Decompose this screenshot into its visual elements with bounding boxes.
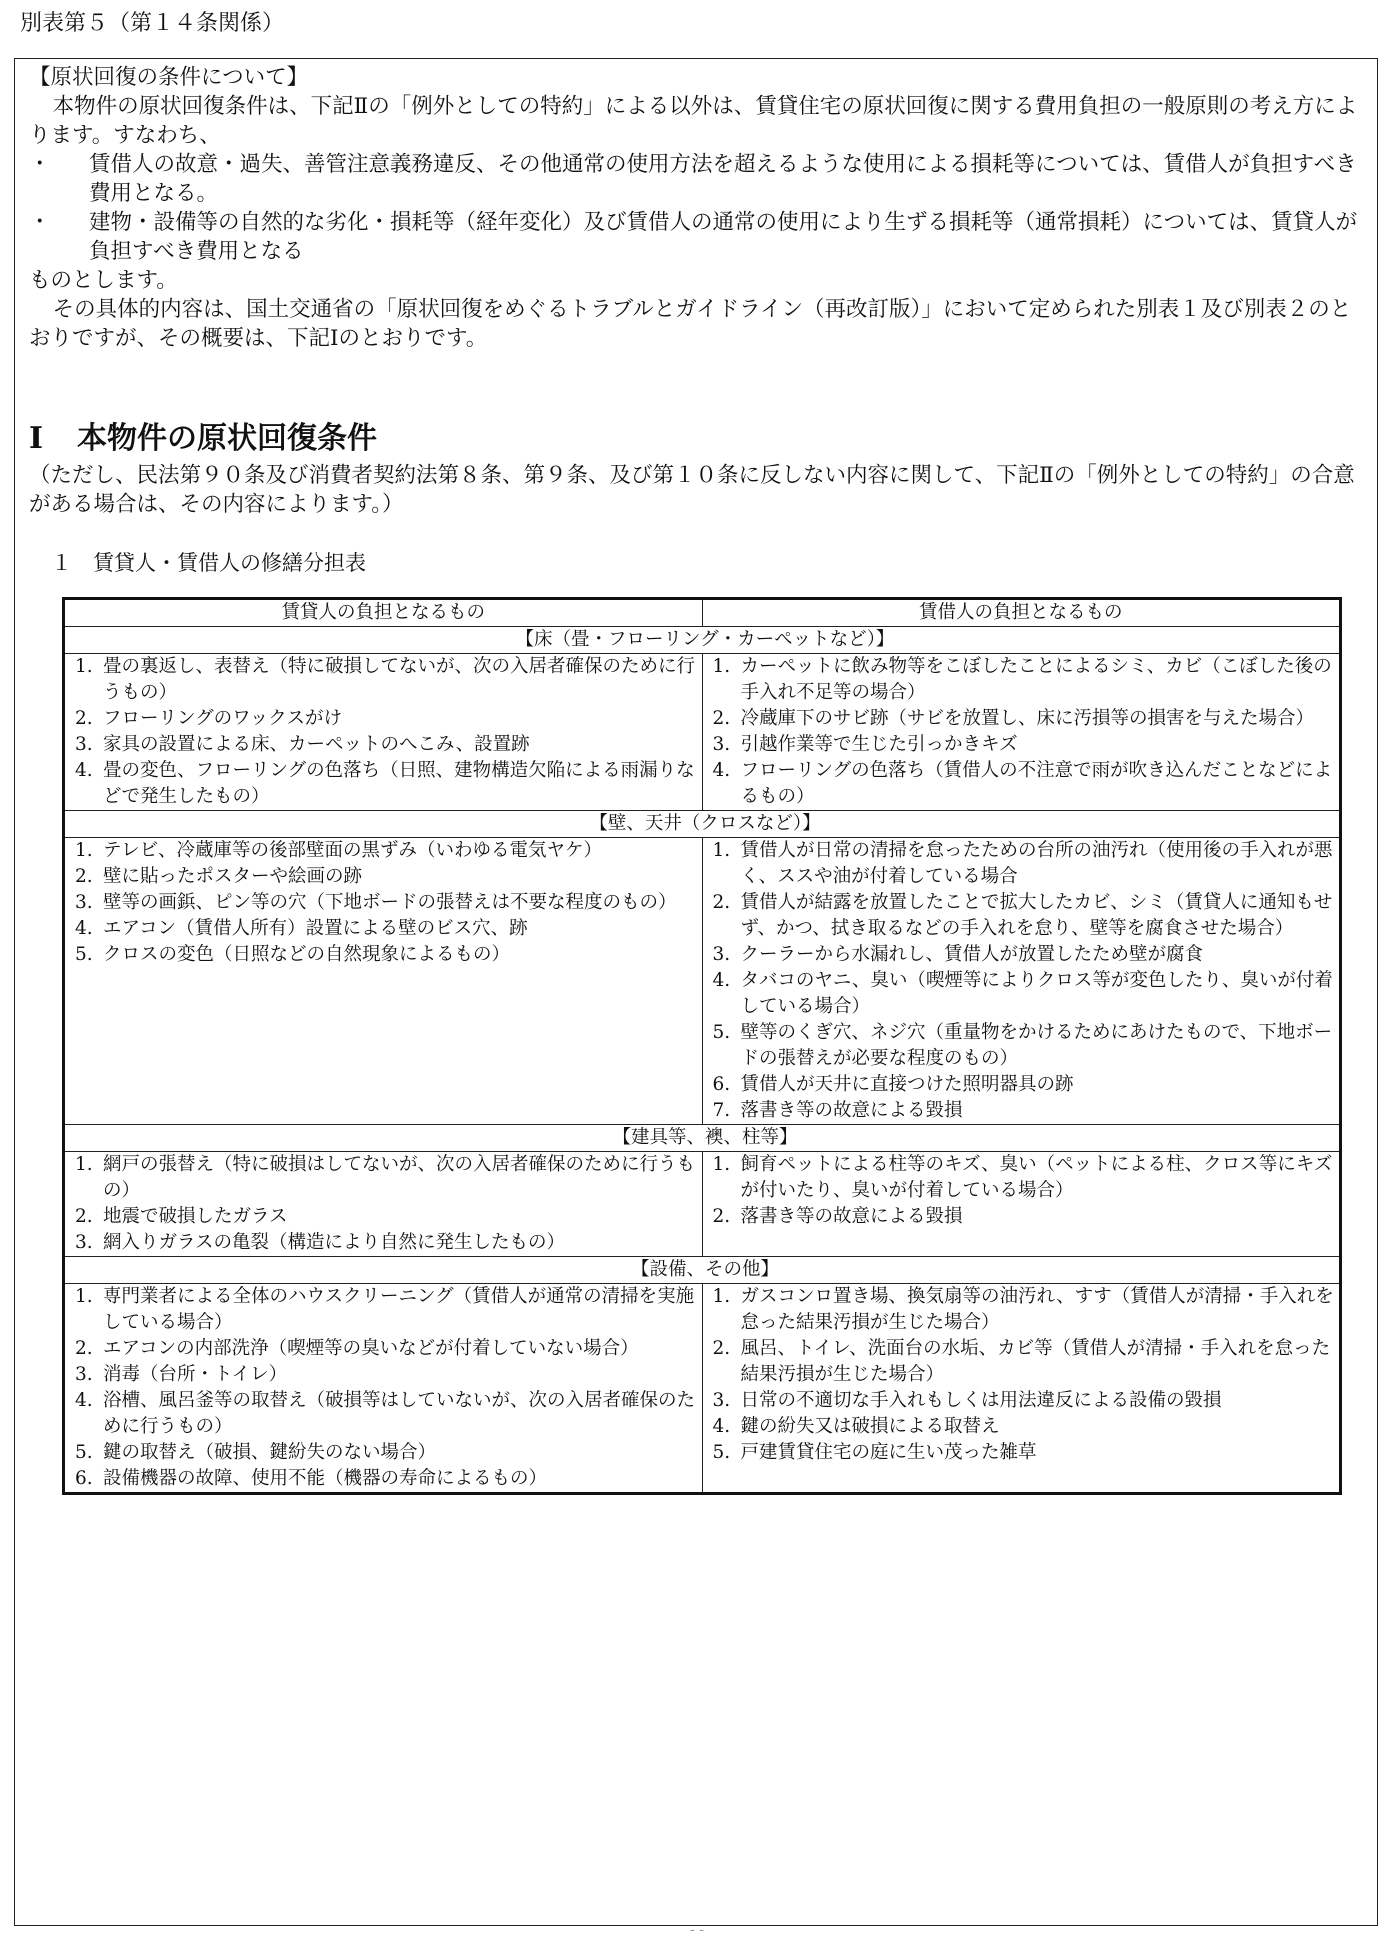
item-number: 5.: [75, 944, 93, 965]
item-text: 畳の裏返し、表替え（特に破損してないが、次の入居者確保のために行うもの）: [103, 656, 696, 703]
landlord-items-cell: [64, 654, 703, 811]
item-number: 2.: [712, 1338, 731, 1359]
section-heading: 本物件の原状回復条件: [77, 421, 378, 456]
category-heading: 【床（畳・フローリング・カーペットなど）】: [64, 627, 1341, 654]
section-number: Ⅰ: [29, 421, 44, 456]
item-number: 7.: [712, 1100, 731, 1121]
list-item: [75, 864, 698, 890]
list-item: [75, 1284, 698, 1336]
list-item: [713, 758, 1336, 810]
item-number: 4.: [75, 1390, 93, 1411]
category-row: [64, 1125, 1341, 1152]
list-item: [75, 838, 698, 864]
list-item: [75, 1362, 698, 1388]
item-text: 風呂、トイレ、洗面台の水垢、カビ等（賃借人が清掃・手入れを怠った結果汚損が生じた場合）: [740, 1338, 1331, 1385]
category-row: [64, 1257, 1341, 1284]
item-text: 落書き等の故意による毀損: [740, 1206, 963, 1227]
list-item: [75, 758, 698, 810]
tenant-items-cell: [702, 1152, 1341, 1257]
item-number: 3.: [75, 1232, 93, 1253]
col-header-tenant: 賃借人の負担となるもの: [702, 599, 1341, 627]
item-text: 壁等のくぎ穴、ネジ穴（重量物をかけるためにあけたもので、下地ボードの張替えが必要な程度のもの）: [740, 1022, 1333, 1069]
tenant-items-cell: [702, 838, 1341, 1125]
item-text: 鍵の取替え（破損、鍵紛失のない場合）: [103, 1442, 437, 1463]
list-item: [75, 706, 698, 732]
category-row: [64, 811, 1341, 838]
list-item: [713, 1284, 1336, 1336]
bullet-mark: ・: [29, 210, 51, 235]
list-item: [75, 1204, 698, 1230]
intro-bullet-1: [29, 150, 1369, 208]
item-number: 4.: [712, 760, 731, 781]
tenant-items-cell: [702, 654, 1341, 811]
item-text: 賃借人が日常の清掃を怠ったための台所の油汚れ（使用後の手入れが悪く、ススや油が付着している場合: [740, 840, 1333, 887]
item-text: 引越作業等で生じた引っかきキズ: [740, 734, 1018, 755]
item-number: 4.: [75, 918, 93, 939]
item-number: 1.: [712, 1286, 731, 1307]
list-item: [75, 732, 698, 758]
bullet-text: 建物・設備等の自然的な劣化・損耗等（経年変化）及び賃借人の通常の使用により生ずる損耗等（通常損耗）については、賃貸人が負担すべき費用となる: [89, 210, 1358, 264]
list-item: [75, 654, 698, 706]
item-text: 浴槽、風呂釜等の取替え（破損等はしていないが、次の入居者確保のために行うもの）: [103, 1390, 696, 1437]
item-number: 5.: [712, 1022, 731, 1043]
bullet-text: 賃借人の故意・過失、善管注意義務違反、その他通常の使用方法を超えるような使用による損耗等については、賃借人が負担すべき費用となる。: [89, 152, 1357, 206]
item-text: 落書き等の故意による毀損: [740, 1100, 963, 1121]
table-body: [64, 627, 1341, 1494]
item-number: 6.: [75, 1468, 93, 1489]
landlord-items-cell: [64, 1284, 703, 1494]
item-number: 1.: [712, 840, 731, 861]
document-frame: [14, 58, 1378, 1926]
appendix-label: 別表第５（第１４条関係）: [20, 11, 285, 36]
item-number: 2.: [75, 1206, 93, 1227]
item-text: エアコンの内部洗浄（喫煙等の臭いなどが付着していない場合）: [103, 1338, 639, 1359]
list-item: [75, 1230, 698, 1256]
list-item: [713, 1098, 1336, 1124]
section-1-note: （ただし、民法第９０条及び消費者契約法第８条、第９条、及び第１０条に反しない内容に関して、下記Ⅱの「例外としての特約」の合意がある場合は、その内容によります。）: [29, 463, 1355, 517]
intro-paragraph-2: その具体的内容は、国土交通省の「原状回復をめぐるトラブルとガイドライン（再改訂版）」において定められた別表１及び別表２のとおりですが、その概要は、下記Ⅰのとおりです。: [29, 297, 1352, 351]
item-number: 2.: [712, 708, 731, 729]
item-text: 賃借人が結露を放置したことで拡大したカビ、シミ（賃貸人に通知もせず、かつ、拭き取るなどの手入れを怠り、壁等を腐食させた場合）: [740, 892, 1333, 939]
table-header-row: [64, 599, 1341, 627]
item-number: 3.: [712, 1390, 731, 1411]
list-item: [713, 654, 1336, 706]
list-item: [75, 890, 698, 916]
list-item: [713, 1072, 1336, 1098]
tenant-item-list: [713, 1152, 1336, 1230]
list-item: [713, 890, 1336, 942]
item-text: 畳の変色、フローリングの色落ち（日照、建物構造欠陥による雨漏りなどで発生したもの）: [103, 760, 695, 807]
item-text: 設備機器の故障、使用不能（機器の寿命によるもの）: [103, 1468, 548, 1489]
item-number: 3.: [712, 734, 731, 755]
item-number: 4.: [712, 970, 731, 991]
item-text: 冷蔵庫下のサビ跡（サビを放置し、床に汚損等の損害を与えた場合）: [740, 708, 1315, 729]
list-item: [713, 968, 1336, 1020]
item-number: 5.: [712, 1442, 731, 1463]
col-header-landlord: 賃貸人の負担となるもの: [64, 599, 703, 627]
list-item: [75, 1466, 698, 1492]
category-heading: 【建具等、襖、柱等】: [64, 1125, 1341, 1152]
list-item: [75, 1388, 698, 1440]
list-item: [713, 1336, 1336, 1388]
category-items-row: [64, 1152, 1341, 1257]
list-item: [713, 1388, 1336, 1414]
list-item: [713, 1020, 1336, 1072]
item-text: 賃借人が天井に直接つけた照明器具の跡: [740, 1074, 1074, 1095]
item-number: 4.: [75, 760, 93, 781]
item-text: 消毒（台所・トイレ）: [103, 1364, 288, 1385]
item-text: 日常の不適切な手入れもしくは用法違反による設備の毀損: [740, 1390, 1222, 1411]
category-row: [64, 627, 1341, 654]
list-item: [713, 732, 1336, 758]
item-text: クーラーから水漏れし、賃借人が放置したため壁が腐食: [740, 944, 1204, 965]
bullet-mark: ・: [29, 152, 51, 177]
item-number: 3.: [712, 944, 731, 965]
list-item: [713, 838, 1336, 890]
item-number: 3.: [75, 734, 93, 755]
item-text: 網入りガラスの亀裂（構造により自然に発生したもの）: [103, 1232, 565, 1253]
table-title: １ 賃貸人・賃借人の修繕分担表: [51, 551, 366, 575]
item-text: 戸建賃貸住宅の庭に生い茂った雑草: [740, 1442, 1037, 1463]
list-item: [75, 1152, 698, 1204]
tenant-item-list: [713, 654, 1336, 810]
item-number: 2.: [712, 1206, 731, 1227]
landlord-items-cell: [64, 838, 703, 1125]
item-number: 1.: [75, 840, 93, 861]
intro-bullet-2: [29, 208, 1369, 266]
list-item: [713, 1414, 1336, 1440]
section-1-title: [29, 419, 377, 459]
landlord-item-list: [75, 654, 698, 810]
item-text: 専門業者による全体のハウスクリーニング（賃借人が通常の清掃を実施している場合）: [103, 1286, 695, 1333]
landlord-item-list: [75, 1284, 698, 1492]
item-number: 6.: [712, 1074, 731, 1095]
item-number: 1.: [712, 1154, 731, 1175]
item-text: 家具の設置による床、カーペットのへこみ、設置跡: [103, 734, 530, 755]
category-items-row: [64, 654, 1341, 811]
item-number: 1.: [75, 656, 93, 677]
item-number: 1.: [75, 1286, 93, 1307]
intro-closing: ものとします。: [29, 268, 178, 293]
list-item: [75, 1336, 698, 1362]
landlord-item-list: [75, 838, 698, 968]
item-text: クロスの変色（日照などの自然現象によるもの）: [103, 944, 511, 965]
page-number: - -: [690, 1922, 704, 1938]
item-number: 2.: [75, 1338, 93, 1359]
list-item: [75, 916, 698, 942]
item-text: エアコン（賃借人所有）設置による壁のビス穴、跡: [103, 918, 528, 939]
item-number: 1.: [712, 656, 731, 677]
list-item: [713, 1440, 1336, 1466]
intro-heading: 【原状回復の条件について】: [29, 65, 309, 90]
item-text: 地震で破損したガラス: [103, 1206, 288, 1227]
item-number: 3.: [75, 1364, 93, 1385]
item-text: 網戸の張替え（特に破損はしてないが、次の入居者確保のために行うもの）: [103, 1154, 696, 1201]
item-text: 壁に貼ったポスターや絵画の跡: [103, 866, 363, 887]
category-items-row: [64, 838, 1341, 1125]
intro-block: [29, 63, 1369, 353]
tenant-items-cell: [702, 1284, 1341, 1494]
item-text: 壁等の画鋲、ピン等の穴（下地ボードの張替えは不要な程度のもの）: [103, 892, 677, 913]
list-item: [713, 706, 1336, 732]
item-text: テレビ、冷蔵庫等の後部壁面の黒ずみ（いわゆる電気ヤケ）: [103, 840, 602, 861]
item-text: 鍵の紛失又は破損による取替え: [740, 1416, 1000, 1437]
repair-allocation-table: [62, 597, 1342, 1495]
category-heading: 【設備、その他】: [64, 1257, 1341, 1284]
list-item: [713, 942, 1336, 968]
item-text: フローリングの色落ち（賃借人の不注意で雨が吹き込んだことなどによるもの）: [740, 760, 1333, 807]
landlord-item-list: [75, 1152, 698, 1256]
item-text: ガスコンロ置き場、換気扇等の油汚れ、すす（賃借人が清掃・手入れを怠った結果汚損が生じた場合）: [740, 1286, 1334, 1333]
list-item: [713, 1204, 1336, 1230]
item-number: 5.: [75, 1442, 93, 1463]
item-text: 飼育ペットによる柱等のキズ、臭い（ペットによる柱、クロス等にキズが付いたり、臭いが付着している場合）: [740, 1154, 1333, 1201]
list-item: [75, 942, 698, 968]
item-text: タバコのヤニ、臭い（喫煙等によりクロス等が変色したり、臭いが付着している場合）: [740, 970, 1333, 1017]
item-number: 1.: [75, 1154, 93, 1175]
landlord-items-cell: [64, 1152, 703, 1257]
list-item: [75, 1440, 698, 1466]
item-number: 4.: [712, 1416, 731, 1437]
tenant-item-list: [713, 1284, 1336, 1466]
item-number: 2.: [75, 708, 93, 729]
item-number: 2.: [712, 892, 731, 913]
intro-paragraph-1: 本物件の原状回復条件は、下記Ⅱの「例外としての特約」による以外は、賃貸住宅の原状回復に関する費用負担の一般原則の考え方によります。すなわち、: [29, 94, 1358, 148]
item-text: フローリングのワックスがけ: [103, 708, 343, 729]
category-items-row: [64, 1284, 1341, 1494]
item-number: 3.: [75, 892, 93, 913]
list-item: [713, 1152, 1336, 1204]
item-text: カーペットに飲み物等をこぼしたことによるシミ、カビ（こぼした後の手入れ不足等の場合）: [740, 656, 1332, 703]
item-number: 2.: [75, 866, 93, 887]
category-heading: 【壁、天井（クロスなど）】: [64, 811, 1341, 838]
tenant-item-list: [713, 838, 1336, 1124]
